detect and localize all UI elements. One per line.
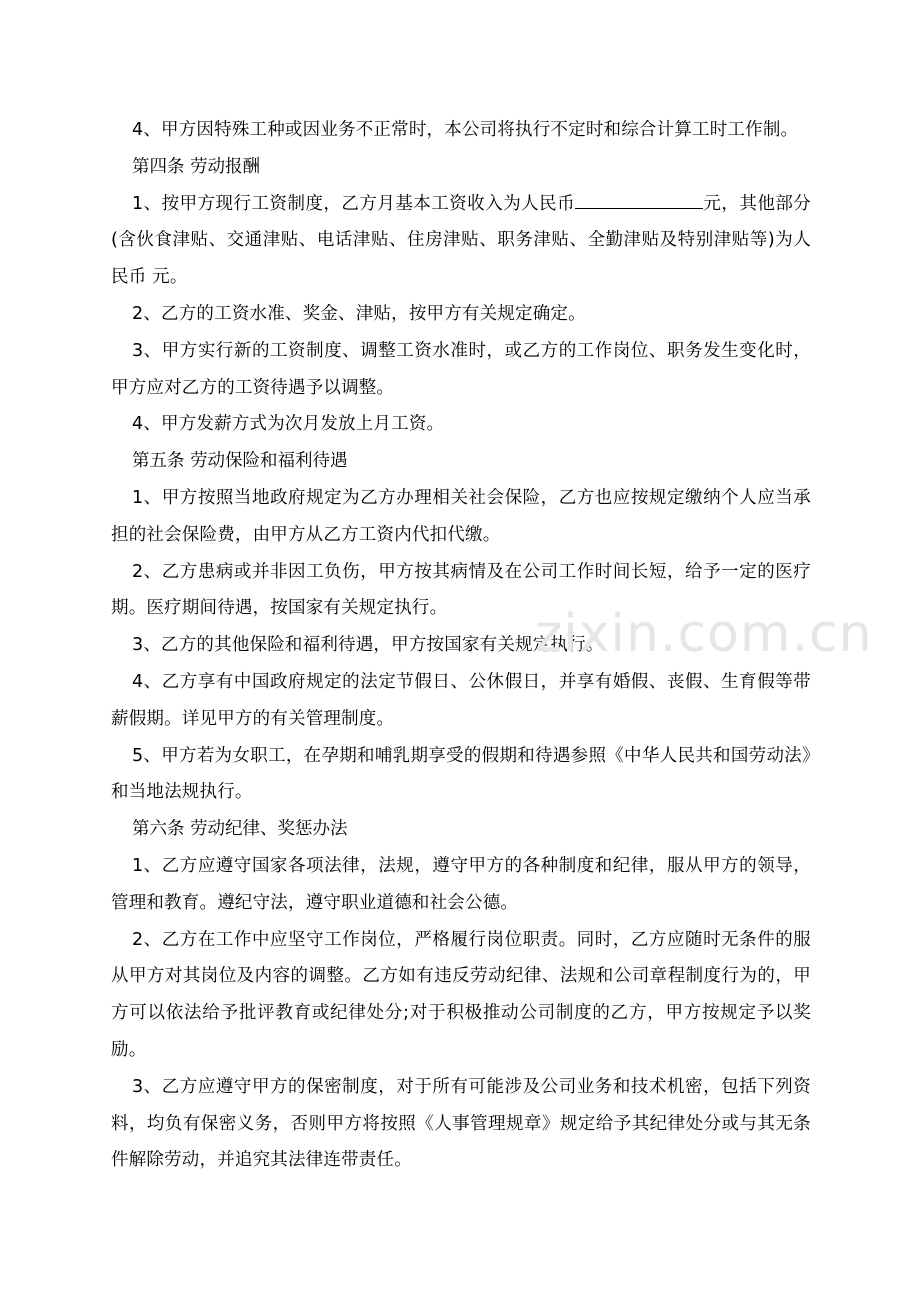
paragraph: 3、甲方实行新的工资制度、调整工资水准时，或乙方的工作岗位、职务发生变化时，甲方应对乙方的工资待遇予以调整。 bbox=[111, 340, 811, 398]
paragraph: 3、乙方应遵守甲方的保密制度，对于所有可能涉及公司业务和技术机密，包括下列资料，均负有保密义务，否则甲方将按照《人事管理规章》规定给予其纪律处分或与其无条件解除劳动，并追究其法律连带责任。 bbox=[111, 1076, 811, 1171]
paragraph: 2、乙方患病或并非因工负伤，甲方按其病情及在公司工作时间长短，给予一定的医疗期。医疗期间待遇，按国家有关规定执行。 bbox=[111, 561, 811, 619]
paragraph: 3、乙方的其他保险和福利待遇，甲方按国家有关规定执行。 bbox=[132, 635, 604, 656]
paragraph: 4、甲方因特殊工种或因业务不正常时，本公司将执行不定时和综合计算工时工作制。 bbox=[132, 120, 799, 140]
paragraph-text: 元，其他部分(含伙食津贴、交通津贴、电话津贴、住房津贴、职务津贴、全勤津贴及特别津贴等)为人民币 元。 bbox=[111, 193, 812, 288]
paragraph-text: 1、按甲方现行工资制度，乙方月基本工资收入为人民币 bbox=[132, 193, 576, 214]
watermark: zixin.com.cn bbox=[535, 604, 873, 664]
section-heading-6: 第六条 劳动纪律、奖惩办法 bbox=[132, 819, 348, 840]
section-heading-5: 第五条 劳动保险和福利待遇 bbox=[132, 451, 348, 472]
paragraph: 1、甲方按照当地政府规定为乙方办理相关社会保险，乙方也应按规定缴纳个人应当承担的社会保险费，由甲方从乙方工资内代扣代缴。 bbox=[111, 487, 811, 545]
paragraph: 5、甲方若为女职工，在孕期和哺乳期享受的假期和待遇参照《中华人民共和国劳动法》和当地法规执行。 bbox=[111, 745, 811, 803]
document-body bbox=[111, 112, 811, 1179]
paragraph bbox=[111, 186, 811, 296]
paragraph: 1、乙方应遵守国家各项法律，法规，遵守甲方的各种制度和纪律，服从甲方的领导，管理和教育。遵纪守法，遵守职业道德和社会公德。 bbox=[111, 855, 811, 913]
paragraph: 2、乙方的工资水准、奖金、津贴，按甲方有关规定确定。 bbox=[132, 303, 586, 324]
paragraph: 2、乙方在工作中应坚守工作岗位，严格履行岗位职责。同时，乙方应随时无条件的服从甲方对其岗位及内容的调整。乙方如有违反劳动纪律、法规和公司章程制度行为的，甲方可以依法给予批评教育或纪律处分;对于积极推动公司制度的乙方，甲方按规定予以奖励。 bbox=[111, 929, 811, 1060]
blank-line bbox=[575, 194, 703, 209]
paragraph: 4、甲方发薪方式为次月发放上月工资。 bbox=[132, 414, 445, 435]
paragraph: 4、乙方享有中国政府规定的法定节假日、公休假日，并享有婚假、丧假、生育假等带薪假期。详见甲方的有关管理制度。 bbox=[111, 671, 811, 729]
section-heading-4: 第四条 劳动报酬 bbox=[132, 156, 261, 177]
